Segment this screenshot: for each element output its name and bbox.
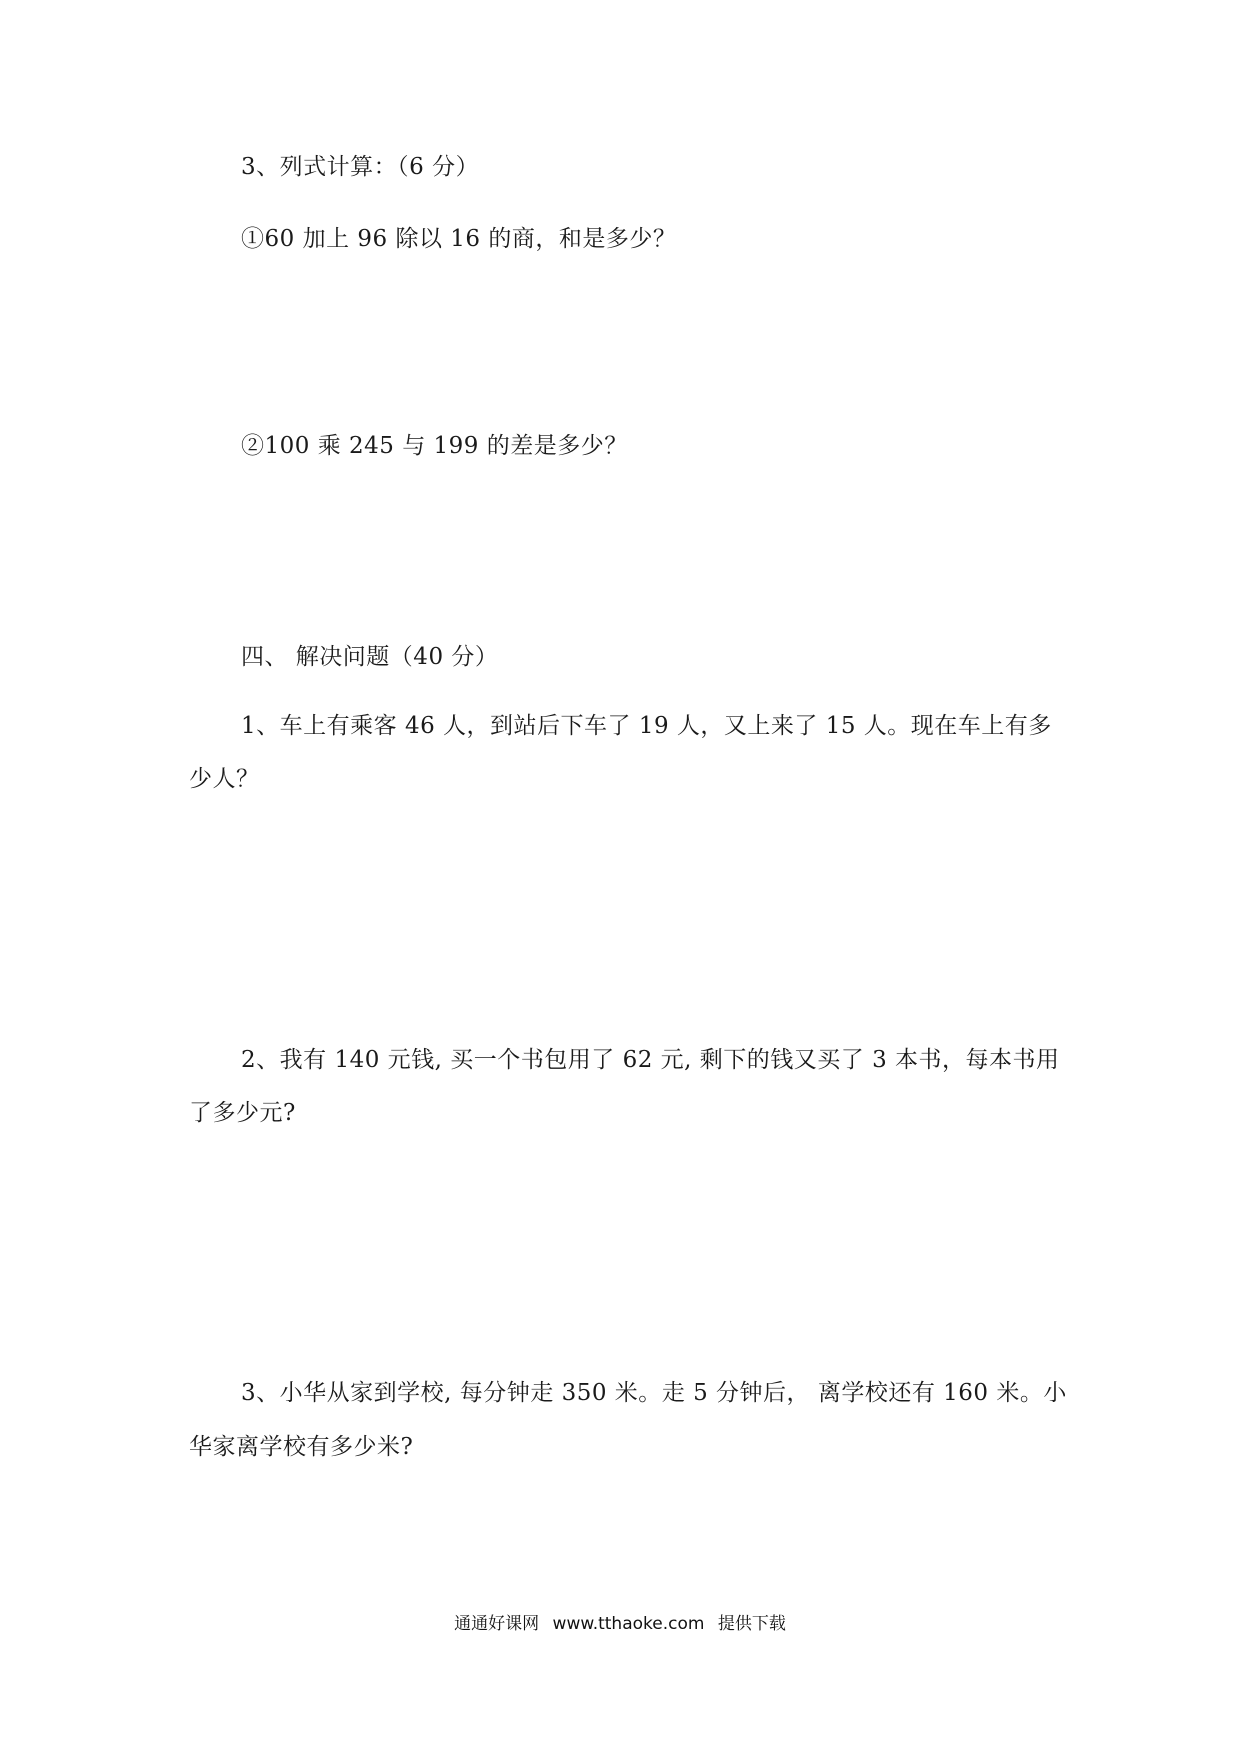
page-footer (0, 1612, 1240, 1636)
section3-title: 3、列式计算：（6 分） (241, 154, 480, 180)
section4-title: 四、 解决问题（40 分） (241, 644, 499, 670)
problem-1-line-2: 少人？ (189, 766, 260, 792)
footer-site-name: 通通好课网 (454, 1614, 540, 1634)
problem-2-line-2: 了多少元? (189, 1100, 296, 1126)
footer-url: www.tthaoke.com (552, 1614, 705, 1634)
problem-1-line-1: 1、车上有乘客 46 人，到站后下车了 19 人，又上来了 15 人。现在车上有多 (241, 713, 1052, 739)
question-1: ①60 加上 96 除以 16 的商，和是多少？ (241, 226, 677, 252)
problem-3-line-1: 3、小华从家到学校, 每分钟走 350 米。走 5 分钟后， 离学校还有 160 米。小 (241, 1380, 1067, 1406)
problem-3-line-2: 华家离学校有多少米? (189, 1434, 414, 1460)
footer-suffix: 提供下载 (717, 1614, 786, 1634)
problem-2-line-1: 2、我有 140 元钱, 买一个书包用了 62 元, 剩下的钱又买了 3 本书，每本书用 (241, 1047, 1060, 1073)
question-2: ②100 乘 245 与 199 的差是多少？ (241, 433, 628, 459)
